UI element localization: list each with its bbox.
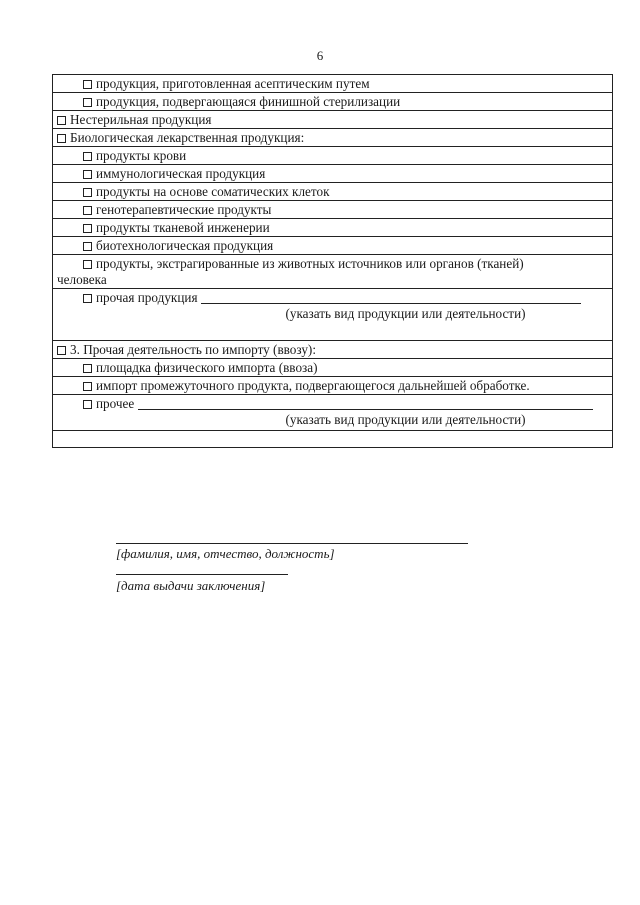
name-signature-line[interactable] [116, 543, 468, 544]
other-product-fill-line[interactable] [201, 291, 581, 304]
label-somatic: продукты на основе соматических клеток [96, 184, 330, 199]
checkbox-non-sterile[interactable] [57, 116, 66, 125]
row-somatic [53, 183, 612, 201]
date-caption: [дата выдачи заключения] [116, 578, 266, 593]
label-biological: Биологическая лекарственная продукция: [70, 130, 305, 145]
label-biotech: биотехнологическая продукция [96, 238, 274, 253]
checkbox-gene[interactable] [83, 206, 92, 215]
checkbox-tissue[interactable] [83, 224, 92, 233]
row-terminal-sterile [53, 93, 612, 111]
row-intermediate-import [53, 377, 612, 395]
label-aseptic: продукция, приготовленная асептическим путем [96, 76, 370, 91]
checkbox-import-section[interactable] [57, 346, 66, 355]
row-physical-import [53, 359, 612, 377]
label-other-product: прочая продукция [96, 290, 198, 305]
date-signature-line[interactable] [116, 574, 288, 575]
checkbox-other-product[interactable] [83, 294, 92, 303]
row-other-product [53, 289, 612, 341]
checkbox-intermediate-import[interactable] [83, 382, 92, 391]
row-biological [53, 129, 612, 147]
label-import-section: 3. Прочая деятельность по импорту (ввозу): [70, 342, 316, 357]
label-gene: генотерапевтические продукты [96, 202, 272, 217]
row-tissue [53, 219, 612, 237]
activity-form-table [52, 74, 613, 448]
checkbox-other[interactable] [83, 400, 92, 409]
row-immuno [53, 165, 612, 183]
label-immuno: иммунологическая продукция [96, 166, 266, 181]
row-import-section [53, 341, 612, 359]
label-intermediate-import: импорт промежуточного продукта, подвергающегося дальнейшей обработке. [96, 378, 530, 393]
row-biotech [53, 237, 612, 255]
label-tissue: продукты тканевой инженерии [96, 220, 270, 235]
label-non-sterile: Нестерильная продукция [70, 112, 212, 127]
checkbox-blood[interactable] [83, 152, 92, 161]
other-fill-line[interactable] [138, 397, 593, 410]
label-other: прочее [96, 396, 135, 411]
page-number: 6 [316, 48, 324, 63]
checkbox-somatic[interactable] [83, 188, 92, 197]
other-product-hint: (указать вид продукции или деятельности) [285, 306, 526, 321]
checkbox-biological[interactable] [57, 134, 66, 143]
label-extracted-line1: продукты, экстрагированные из животных источников или органов (тканей) [96, 256, 524, 271]
other-hint: (указать вид продукции или деятельности) [285, 412, 526, 427]
name-caption: [фамилия, имя, отчество, должность] [116, 546, 335, 561]
row-non-sterile [53, 111, 612, 129]
row-extracted [53, 255, 612, 289]
label-extracted-line2: человека [57, 272, 107, 287]
row-other [53, 395, 612, 431]
label-terminal-sterile: продукция, подвергающаяся финишной стерилизации [96, 94, 401, 109]
checkbox-physical-import[interactable] [83, 364, 92, 373]
checkbox-terminal-sterile[interactable] [83, 98, 92, 107]
checkbox-immuno[interactable] [83, 170, 92, 179]
checkbox-biotech[interactable] [83, 242, 92, 251]
row-aseptic [53, 75, 612, 93]
checkbox-aseptic[interactable] [83, 80, 92, 89]
checkbox-extracted[interactable] [83, 260, 92, 269]
label-physical-import: площадка физического импорта (ввоза) [96, 360, 318, 375]
row-gene [53, 201, 612, 219]
label-blood: продукты крови [96, 148, 187, 163]
row-blank-footer [53, 431, 612, 447]
row-blood [53, 147, 612, 165]
